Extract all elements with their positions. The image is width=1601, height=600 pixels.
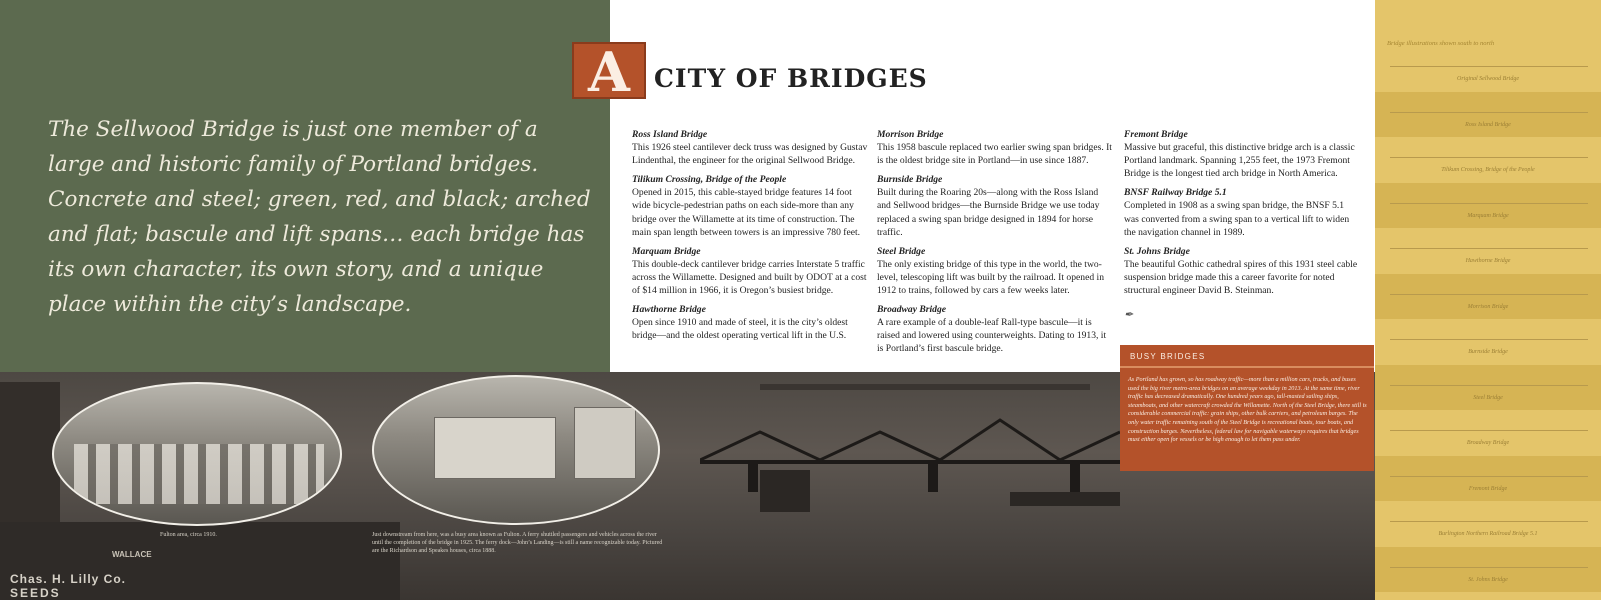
bridge-illustration-icon — [1390, 294, 1588, 295]
strip-bridge-label: Tilikum Crossing, Bridge of the People — [1441, 167, 1535, 173]
fulton-photo-oval — [52, 382, 342, 526]
bridge-description: Open since 1910 and made of steel, it is the city’s oldest bridge—and the oldest operating vertical lift in the U.S. — [632, 317, 848, 342]
bridge-description: The only existing bridge of this type in the world, the two-level, telescoping lift was built by the railroad. It opened in 1912 to trains, followed by cars a few weeks later. — [877, 258, 1104, 297]
strip-bridge-label: Hawthorne Bridge — [1465, 258, 1511, 264]
photo-sign-lilly: Chas. H. Lilly Co. — [10, 572, 127, 586]
busy-bridges-divider — [1120, 366, 1374, 368]
bridge-name: BNSF Railway Bridge 5.1 — [1124, 187, 1227, 199]
bridge-illustration-icon — [1390, 339, 1588, 340]
bridge-column-1 — [632, 128, 868, 342]
barge — [760, 470, 810, 512]
dredge-boat — [1010, 492, 1120, 506]
bridge-description: The beautiful Gothic cathedral spires of this 1931 steel cable suspension bridge made this a career favorite for noted structural engineer David B. Steinman. — [1124, 258, 1358, 297]
signature-mark: ✒ — [1124, 309, 1134, 321]
bridge-illustration-icon — [1390, 385, 1588, 386]
bridge-name: Burnside Bridge — [877, 174, 943, 186]
bridge-illustration-icon — [1390, 567, 1588, 568]
bridge-column-2 — [877, 128, 1113, 356]
busy-bridges-title: BUSY BRIDGES — [1130, 352, 1206, 361]
bridge-description: This double-deck cantilever bridge carries Interstate 5 traffic across the Willamette. Designed and built by ODOT at a cost of $14 million in 1966, it is Oregon’s busiest bridge. — [632, 258, 867, 297]
title-initial: A — [574, 40, 644, 104]
strip-bridge-label: Burlington Northern Railroad Bridge 5.1 — [1438, 531, 1538, 537]
strip-bridge-label: Ross Island Bridge — [1465, 121, 1511, 128]
fulton-caption: Fulton area, circa 1910. — [160, 532, 217, 538]
far-bridge-deck — [760, 384, 1090, 390]
busy-bridges-text: As Portland has grown, so has roadway traffic—more than a million cars, trucks, and buses used the big river metro-area bridges on an average weekday in 2013. At the same time, river traffic has decreased dramatically. One hundred years ago, tall-masted sailing ships, steamboats, and other watercraft crowded the Willamette. North of the Steel Bridge, there still is considerable commercial traffic: grain ships, other bulk carriers, and petroleum barges. The only water traffic remaining south of the Steel Bridge is recreational boats, tour boats, and construction barges. Nevertheless, federal law for navigable waterways requires that bridges must either open for vessels or be high enough to let them pass under. — [1128, 376, 1367, 444]
bridge-illustration-icon — [1390, 203, 1588, 204]
bridge-description: Built during the Roaring 20s—along with the Ross Island and Sellwood bridges—the Burnside Bridge we use today replaced a swing span bridge designed in 1894 for horse traffic. — [877, 187, 1100, 238]
houses-illustration — [74, 444, 324, 504]
bridge-name: Tilikum Crossing, Bridge of the People — [632, 174, 787, 186]
bridge-name: Broadway Bridge — [877, 304, 947, 316]
bridge-name: Fremont Bridge — [1124, 129, 1188, 140]
bridge-description: This 1958 bascule replaced two earlier swing span bridges. It is the oldest bridge site in Portland—in use since 1887. — [877, 142, 1112, 167]
shop-building — [574, 407, 636, 479]
strip-bridge-label: Fremont Bridge — [1468, 485, 1508, 492]
bridge-name: Steel Bridge — [877, 245, 926, 257]
bridge-description: A rare example of a double-leaf Rall-type bascule—it is raised and lowered using counterweights. Dating to 1913, it is Portland’s first bascule bridge. — [877, 317, 1107, 355]
bridge-description: This 1926 steel cantilever deck truss was designed by Gustav Lindenthal, the engineer for the original Sellwood Bridge. — [632, 142, 868, 167]
strip-bridge-label: Original Sellwood Bridge — [1457, 76, 1519, 82]
bridge-illustration-icon — [1390, 66, 1588, 67]
bridge-name: Ross Island Bridge — [632, 129, 708, 140]
bridge-illustration-icon — [1390, 112, 1588, 113]
strip-bridge-label: St. Johns Bridge — [1468, 576, 1508, 583]
page-title: CITY OF BRIDGES — [654, 64, 928, 93]
bridge-illustration-icon — [1390, 157, 1588, 158]
strip-band — [1375, 183, 1601, 229]
intro-quote: The Sellwood Bridge is just one member of a large and historic family of Portland bridges. Concrete and steel; green, red, and black; arched and flat; bascule and lift spans… each bridge has its own character, its own story, and a unique place within the city’s landscape. — [48, 117, 591, 317]
strip-band — [1375, 92, 1601, 138]
photo-sign-wallace: WALLACE — [112, 550, 152, 559]
bridge-illustration-icon — [1390, 521, 1588, 522]
strip-band — [1375, 547, 1601, 593]
strip-band — [1375, 274, 1601, 320]
title-initial-block — [572, 40, 646, 104]
strip-bridge-label: Marquam Bridge — [1467, 212, 1509, 219]
bridge-column-3 — [1124, 128, 1360, 297]
bridge-name: Morrison Bridge — [877, 129, 944, 140]
bridge-illustration-icon — [1390, 248, 1588, 249]
bridge-name: Hawthorne Bridge — [632, 304, 706, 316]
bridge-name: St. Johns Bridge — [1124, 245, 1190, 257]
strip-bridge-label: Morrison Bridge — [1467, 303, 1509, 310]
ferry-building — [434, 417, 556, 479]
strip-band — [1375, 456, 1601, 502]
strip-band — [1375, 365, 1601, 411]
bridge-name: Marquam Bridge — [632, 245, 701, 257]
photo-sign-seeds: SEEDS — [10, 586, 61, 600]
bridge-illustration-icon — [1390, 430, 1588, 431]
strip-header: Bridge illustrations shown south to north — [1387, 40, 1495, 47]
bridge-description: Massive but graceful, this distinctive bridge arch is a classic Portland landmark. Spanning 1,255 feet, the 1973 Fremont Bridge is the longest tied arch bridge in North America. — [1124, 142, 1355, 180]
bridge-illustration-icon — [1390, 476, 1588, 477]
bridge-description: Opened in 2015, this cable-stayed bridge features 14 foot wide bicycle-pedestrian paths on each side-more than any bridge over the Willamette at its time of construction. The main span length between towers is an impressive 780 feet. — [632, 187, 861, 238]
ferry-caption: Just downstream from here, was a busy area known as Fulton. A ferry shuttled passengers and vehicles across the river until the completion of the bridge in 1925. The ferry dock—John’s Landing—is still a name recognizable today. Pictured are the Richardson and Speakes houses, circa 1888. — [372, 532, 663, 554]
strip-bridge-label: Burnside Bridge — [1468, 349, 1508, 355]
strip-bridge-label: Steel Bridge — [1473, 394, 1503, 401]
strip-bridge-label: Broadway Bridge — [1466, 440, 1510, 446]
bridge-description: Completed in 1908 as a swing span bridge, the BNSF 5.1 was converted from a swing span to a vertical lift to widen the navigation channel in 1989. — [1124, 200, 1350, 238]
ferry-landing-photo-oval — [372, 375, 660, 525]
